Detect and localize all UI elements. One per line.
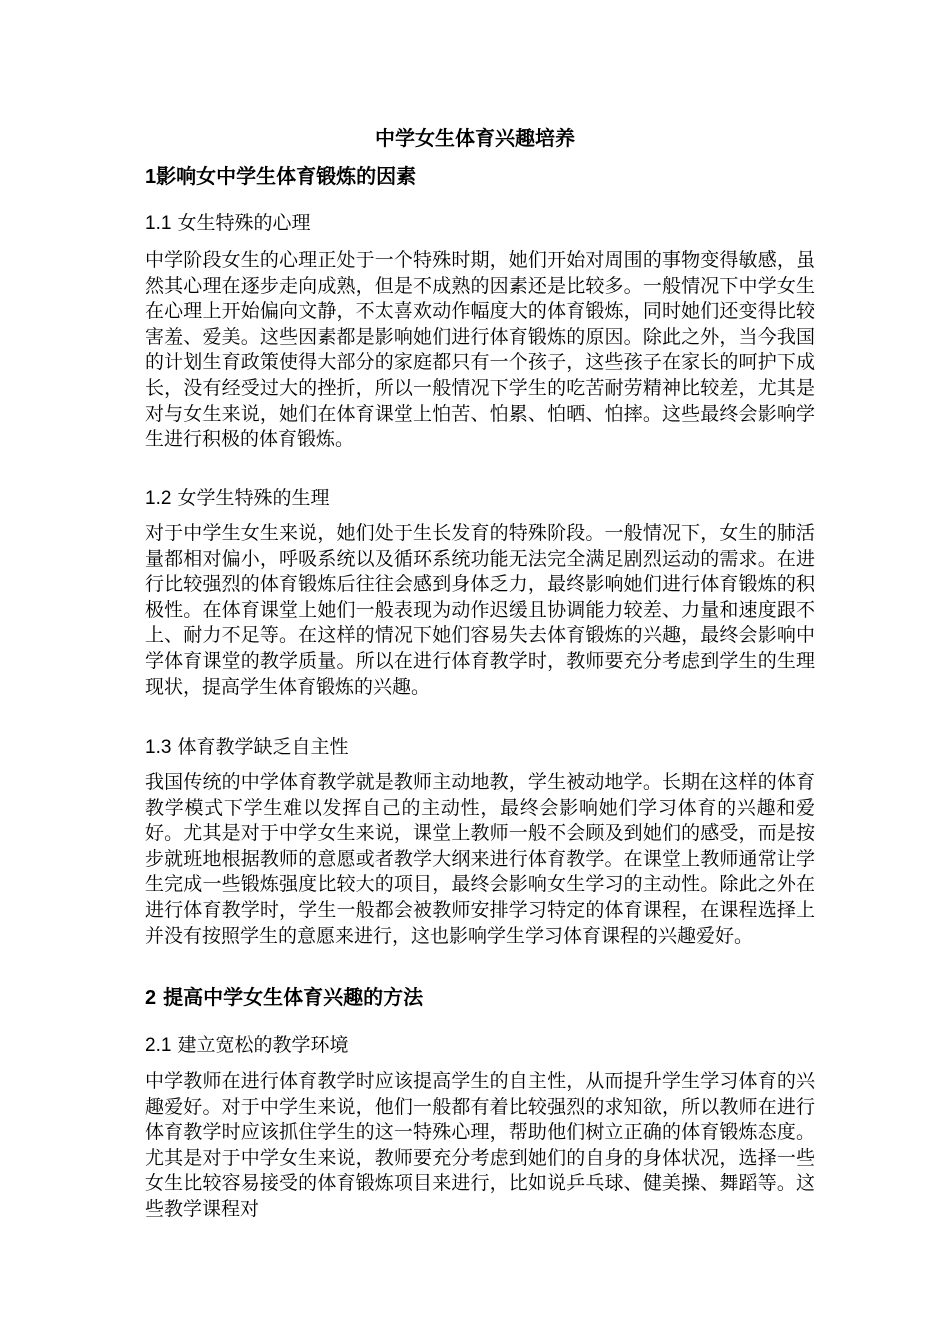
section-1-heading [145, 162, 416, 191]
section-title: 体育教学缺乏自主性 [177, 736, 349, 758]
section-2-heading [145, 983, 423, 1012]
section-title: 女学生特殊的生理 [177, 487, 330, 509]
document-title: 中学女生体育兴趣培养 [375, 126, 575, 150]
section-number: 1.3 [145, 737, 172, 758]
section-title: 提高中学女生体育兴趣的方法 [163, 985, 424, 1009]
section-number: 2 [145, 987, 157, 1009]
section-1-2-heading [145, 484, 329, 513]
paragraph-1: 中学阶段女生的心理正处于一个特殊时期，她们开始对周围的事物变得敏感，虽然其心理在逐步走向成熟，但是不成熟的因素还是比较多。一般情况下中学女生在心理上开始偏向文静，不太喜欢动作幅度大的体育锻炼，同时她们还变得比较害羞、爱美。这些因素都是影响她们进行体育锻炼的原因。除此之外，当今我国的计划生育政策使得大部分的家庭都只有一个孩子，这些孩子在家长的呵护下成长，没有经受过大的挫折，所以一般情况下学生的吃苦耐劳精神比较差，尤其是对与女生来说，她们在体育课堂上怕苦、怕累、怕晒、怕摔。这些最终会影响学生进行积极的体育锻炼。 [145, 249, 815, 451]
paragraph-4: 中学教师在进行体育教学时应该提高学生的自主性，从而提升学生学习体育的兴趣爱好。对于中学生来说，他们一般都有着比较强烈的求知欲，所以教师在进行体育教学时应该抓住学生的这一特殊心理，帮助他们树立正确的体育锻炼态度。尤其是对于中学女生来说，教师要充分考虑到她们的自身的身体状况，选择一些女生比较容易接受的体育锻炼项目来进行，比如说乒乓球、健美操、舞蹈等。这些教学课程对 [145, 1070, 815, 1220]
section-1-3-heading [145, 733, 348, 762]
section-number: 1.2 [145, 488, 172, 509]
paragraph-2: 对于中学生女生来说，她们处于生长发育的特殊阶段。一般情况下，女生的肺活量都相对偏小，呼吸系统以及循环系统功能无法完全满足剧烈运动的需求。在进行比较强烈的体育锻炼后往往会感到身体乏力，最终影响她们进行体育锻炼的积极性。在体育课堂上她们一般表现为动作迟缓且协调能力较差、力量和速度跟不上、耐力不足等。在这样的情况下她们容易失去体育锻炼的兴趣，最终会影响中学体育课堂的教学质量。所以在进行体育教学时，教师要充分考虑到学生的生理现状，提高学生体育锻炼的兴趣。 [145, 522, 815, 698]
paragraph-3: 我国传统的中学体育教学就是教师主动地教，学生被动地学。长期在这样的体育教学模式下学生难以发挥自己的主动性，最终会影响她们学习体育的兴趣和爱好。尤其是对于中学女生来说，课堂上教师一般不会顾及到她们的感受，而是按步就班地根据教师的意愿或者教学大纲来进行体育教学。在课堂上教师通常让学生完成一些锻炼强度比较大的项目，最终会影响女生学习的主动性。除此之外在进行体育教学时，学生一般都会被教师安排学习特定的体育课程，在课程选择上并没有按照学生的意愿来进行，这也影响学生学习体育课程的兴趣爱好。 [145, 771, 815, 947]
section-number: 1 [145, 166, 157, 188]
section-1-1-heading [145, 209, 310, 238]
section-number: 1.1 [145, 213, 172, 234]
section-title: 女生特殊的心理 [177, 212, 311, 234]
section-title: 影响女中学生体育锻炼的因素 [156, 164, 417, 188]
section-2-1-heading [145, 1031, 348, 1060]
section-title: 建立宽松的教学环境 [177, 1034, 349, 1056]
section-number: 2.1 [145, 1035, 172, 1056]
